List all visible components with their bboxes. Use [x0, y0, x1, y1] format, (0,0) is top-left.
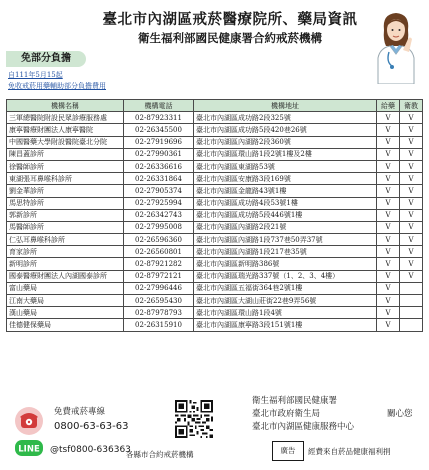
cell-address: 臺北市內湖區安康路3段169號 — [194, 173, 377, 185]
table-header-row — [7, 100, 423, 112]
institution-table — [6, 99, 423, 332]
table-row — [7, 148, 423, 160]
cell-education: V — [400, 112, 423, 124]
cell-name: 育家診所 — [7, 246, 124, 258]
cell-drug: V — [377, 307, 400, 319]
cell-drug: V — [377, 160, 400, 172]
cell-address: 臺北市內湖區內湖路1段217巷35號 — [194, 246, 377, 258]
cell-phone: 02-87978793 — [124, 307, 194, 319]
svg-text:LINE: LINE — [18, 444, 40, 455]
cell-education: V — [400, 234, 423, 246]
phone-icon — [14, 406, 44, 436]
table-row — [7, 112, 423, 124]
cell-address: 臺北市內湖區內湖路2段360號 — [194, 136, 377, 148]
cell-name: 郭新診所 — [7, 209, 124, 221]
doctor-illustration-icon — [372, 8, 420, 84]
cell-phone: 02-26596360 — [124, 234, 194, 246]
page-title: 臺北市內湖區戒菸醫療院所、藥局資訊 — [102, 11, 358, 28]
qr-caption: 各縣市合約戒菸機構 — [126, 450, 194, 459]
cell-address: 臺北市內湖區內湖路2段21號 — [194, 221, 377, 233]
cell-name: 陳昌蓋診所 — [7, 148, 124, 160]
cell-name: 馬思特診所 — [7, 197, 124, 209]
cell-name: 徐醫師診所 — [7, 160, 124, 172]
cell-name: 中國醫藥大學附設醫院臺北分院 — [7, 136, 124, 148]
cell-phone: 02-26560801 — [124, 246, 194, 258]
cell-drug: V — [377, 295, 400, 307]
table-row — [7, 209, 423, 221]
cell-address: 臺北市內湖區瑞光路337號（1、2、3、4樓） — [194, 270, 377, 282]
cell-address: 臺北市內湖區成功路4段53號1樓 — [194, 197, 377, 209]
cell-education: V — [400, 197, 423, 209]
table-row — [7, 197, 423, 209]
org-health-center: 臺北市內湖區健康服務中心 — [252, 422, 355, 432]
table-row — [7, 295, 423, 307]
cell-drug: V — [377, 136, 400, 148]
hotline-label: 免費戒菸專線 — [54, 407, 106, 417]
cell-education: V — [400, 258, 423, 270]
cell-education: V — [400, 148, 423, 160]
header-drug: 給藥 — [377, 100, 400, 112]
cell-drug: V — [377, 282, 400, 294]
copay-note: 免收戒菸用藥輔助部分負擔費用 — [8, 82, 106, 90]
header-education: 衛教 — [400, 100, 423, 112]
cell-name: 新明診所 — [7, 258, 124, 270]
cell-name: 國泰醫療財團法人內湖國泰診所 — [7, 270, 124, 282]
no-copay-tag: 免部分負擔 — [6, 51, 86, 67]
ad-label: 廣告 — [272, 441, 304, 461]
cell-drug: V — [377, 258, 400, 270]
line-icon — [14, 439, 44, 457]
cell-address: 臺北市內湖區成功路2段325號 — [194, 112, 377, 124]
cell-drug: V — [377, 221, 400, 233]
cell-name: 漢山藥局 — [7, 307, 124, 319]
cell-phone: 02-26345500 — [124, 124, 194, 136]
cell-drug: V — [377, 246, 400, 258]
cell-address: 臺北市內湖區大湖山莊街22巷9弄56號 — [194, 295, 377, 307]
cell-address: 臺北市內湖區康寧路3段151號1樓 — [194, 319, 377, 331]
cell-address: 臺北市內湖區成功路5段420巷26號 — [194, 124, 377, 136]
header-name: 機構名稱 — [7, 100, 124, 112]
line-id[interactable]: @tsf0800-636363 — [50, 445, 131, 455]
cell-address: 臺北市內湖區金龍路43號1樓 — [194, 185, 377, 197]
org-health-department: 臺北市政府衛生局 — [252, 409, 321, 419]
cell-name: 東湖張耳鼻喉科診所 — [7, 173, 124, 185]
cell-phone: 02-87923311 — [124, 112, 194, 124]
table-row — [7, 124, 423, 136]
cell-drug: V — [377, 185, 400, 197]
cell-phone: 02-27996446 — [124, 282, 194, 294]
cell-phone: 02-27919696 — [124, 136, 194, 148]
care-slogan: 關心您 — [387, 409, 413, 419]
cell-address: 臺北市內湖區環山路1段2號1樓及2樓 — [194, 148, 377, 160]
cell-education — [400, 295, 423, 307]
cell-name: 江南大藥局 — [7, 295, 124, 307]
table-row — [7, 173, 423, 185]
cell-drug: V — [377, 173, 400, 185]
cell-drug: V — [377, 112, 400, 124]
cell-address: 臺北市內湖區新明路386號 — [194, 258, 377, 270]
cell-address: 臺北市內湖區環山路1段4號 — [194, 307, 377, 319]
cell-drug: V — [377, 197, 400, 209]
cell-drug: V — [377, 234, 400, 246]
cell-address: 臺北市內湖區東湖路53號 — [194, 160, 377, 172]
cell-name: 馬醫師診所 — [7, 221, 124, 233]
table-row — [7, 221, 423, 233]
page-subtitle: 衛生福利部國民健康署合約戒菸機構 — [138, 31, 322, 45]
cell-education: V — [400, 246, 423, 258]
cell-phone: 02-27990361 — [124, 148, 194, 160]
cell-phone: 02-26315910 — [124, 319, 194, 331]
cell-education — [400, 307, 423, 319]
cell-name: 佳德健保藥局 — [7, 319, 124, 331]
table-row — [7, 258, 423, 270]
cell-education: V — [400, 185, 423, 197]
cell-education — [400, 282, 423, 294]
cell-phone: 02-26342743 — [124, 209, 194, 221]
cell-drug: V — [377, 209, 400, 221]
cell-education — [400, 319, 423, 331]
effective-date: 自111年5月15起 — [8, 71, 63, 79]
cell-drug: V — [377, 124, 400, 136]
cell-address: 臺北市內湖區內湖路1段737巷50弄37號 — [194, 234, 377, 246]
cell-address: 臺北市內湖區五福街364巷2號1樓 — [194, 282, 377, 294]
cell-education: V — [400, 209, 423, 221]
cell-name: 劉金華診所 — [7, 185, 124, 197]
cell-phone: 02-27995008 — [124, 221, 194, 233]
cell-name: 富山藥局 — [7, 282, 124, 294]
cell-drug: V — [377, 148, 400, 160]
cell-name: 三軍總醫院附設民眾診療服務處 — [7, 112, 124, 124]
org-health-promotion: 衛生福利部國民健康署 — [252, 396, 338, 406]
qr-code-icon[interactable] — [175, 400, 213, 438]
cell-education: V — [400, 221, 423, 233]
cell-phone: 02-26331864 — [124, 173, 194, 185]
table-row — [7, 282, 423, 294]
cell-phone: 02-26595430 — [124, 295, 194, 307]
header-address: 機構地址 — [194, 100, 377, 112]
cell-phone: 02-87972121 — [124, 270, 194, 282]
hotline-number[interactable]: 0800-63-63-63 — [54, 421, 129, 432]
cell-phone: 02-26336616 — [124, 160, 194, 172]
cell-education: V — [400, 136, 423, 148]
cell-education: V — [400, 173, 423, 185]
cell-education: V — [400, 270, 423, 282]
cell-phone: 02-27905374 — [124, 185, 194, 197]
cell-address: 臺北市內湖區成功路5段446號1樓 — [194, 209, 377, 221]
cell-education: V — [400, 124, 423, 136]
table-row — [7, 160, 423, 172]
funding-note: 經費來自菸品健康福利捐 — [308, 447, 391, 456]
table-row — [7, 270, 423, 282]
table-row — [7, 319, 423, 331]
table-row — [7, 185, 423, 197]
header-phone: 機構電話 — [124, 100, 194, 112]
cell-phone: 02-87921282 — [124, 258, 194, 270]
cell-name: 康寧醫療財團法人康寧醫院 — [7, 124, 124, 136]
table-row — [7, 234, 423, 246]
table-row — [7, 246, 423, 258]
table-row — [7, 307, 423, 319]
cell-education: V — [400, 160, 423, 172]
cell-phone: 02-27925994 — [124, 197, 194, 209]
cell-drug: V — [377, 319, 400, 331]
table-row — [7, 136, 423, 148]
cell-name: 仁弘耳鼻喉科診所 — [7, 234, 124, 246]
cell-drug: V — [377, 270, 400, 282]
